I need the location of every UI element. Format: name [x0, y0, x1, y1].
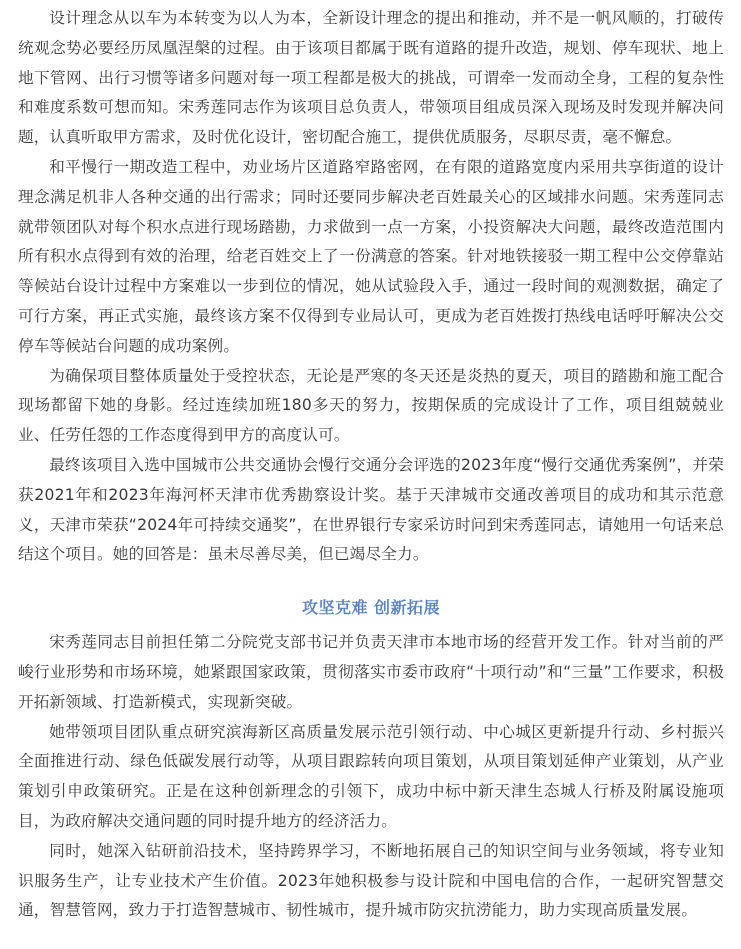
paragraph-quality-control: 为确保项目整体质量处于受控状态，无论是严寒的冬天还是炎热的夏天，项目的踏勘和施工配合现场都留下她的身影。经过连续加班180多天的努力，按期保质的完成设计了工作，项目组兢兢业业、任劳任怨的工作态度得到甲方的高度认可。: [18, 366, 724, 445]
paragraph-smart-city: 同时，她深入钻研前沿技术，坚持跨界学习，不断地拓展自己的知识空间与业务领域，将专业知识服务生产，让专业技术产生价值。2023年她积极参与设计院和中国电信的合作，一起研究智慧交通，智慧管网，致力于打造智慧城市、韧性城市，提升城市防灾抗涝能力，助力实现高质量发展。: [18, 841, 724, 920]
paragraph-heping-slow-traffic: 和平慢行一期改造工程中，劝业场片区道路窄路密网，在有限的道路宽度内采用共享街道的设计理念满足机非人各种交通的出行需求；同时还要同步解决老百姓最关心的区域排水问题。宋秀莲同志就带领团队对每个积水点进行现场踏勘，力求做到一点一方案，小投资解决大问题，最终改造范围内所有积水点得到有效的治理，给老百姓交上了一份满意的答案。针对地铁接驳一期工程中公交停靠站等候站台设计过程中方案难以一步到位的情况，她从试验段入手，通过一段时间的观测数据，确定了可行方案，再正式实施，最终该方案不仅得到专业局认可，更成为老百姓拨打热线电话呼吁解决公交停车等候站台问题的成功案例。: [18, 157, 724, 355]
paragraph-awards: 最终该项目入选中国城市公共交通协会慢行交通分会评选的2023年度“慢行交通优秀案例”，并荣获2021年和2023年海河杯天津市优秀勘察设计奖。基于天津城市交通改善项目的成功和其示范意义，天津市荣获“2024年可持续交通奖”，在世界银行专家采访时问到宋秀莲同志，请她用一句话来总结这个项目。她的回答是：虽未尽善尽美，但已竭尽全力。: [18, 455, 724, 564]
paragraph-project-team: 她带领项目团队重点研究滨海新区高质量发展示范引领行动、中心城区更新提升行动、乡村振兴全面推进行动、绿色低碳发展行动等，从项目跟踪转向项目策划，从项目策划延伸产业策划，从产业策划引申政策研究。正是在这种创新理念的引领下，成功中标中新天津生态城人行桥及附属设施项目，为政府解决交通问题的同时提升地方的经济活力。: [18, 722, 724, 830]
section-heading: 攻坚克难 创新拓展: [301, 598, 441, 618]
paragraph-design-concept: 设计理念从以车为本转变为以人为本，全新设计理念的提出和推动，并不是一帆风顺的，打破传统观念势必要经历凤凰涅槃的过程。由于该项目都属于既有道路的提升改造，规划、停车现状、地上地下管网、出行习惯等诸多问题对每一项工程都是极大的挑战，可谓牵一发而动全身，工程的复杂性和难度系数可想而知。宋秀莲同志作为该项目总负责人，带领项目组成员深入现场及时发现并解决问题，认真听取甲方需求，及时优化设计，密切配合施工，提供优质服务，尽职尽责，毫不懈怠。: [18, 9, 724, 147]
paragraph-party-secretary: 宋秀莲同志目前担任第二分院党支部书记并负责天津市本地市场的经营开发工作。针对当前的严峻行业形势和市场环境，她紧跟国家政策，贯彻落实市委市政府“十项行动”和“三量”工作要求，积极开拓新领域、打造新模式，实现新突破。: [18, 633, 724, 711]
article-body: [18, 4, 724, 926]
